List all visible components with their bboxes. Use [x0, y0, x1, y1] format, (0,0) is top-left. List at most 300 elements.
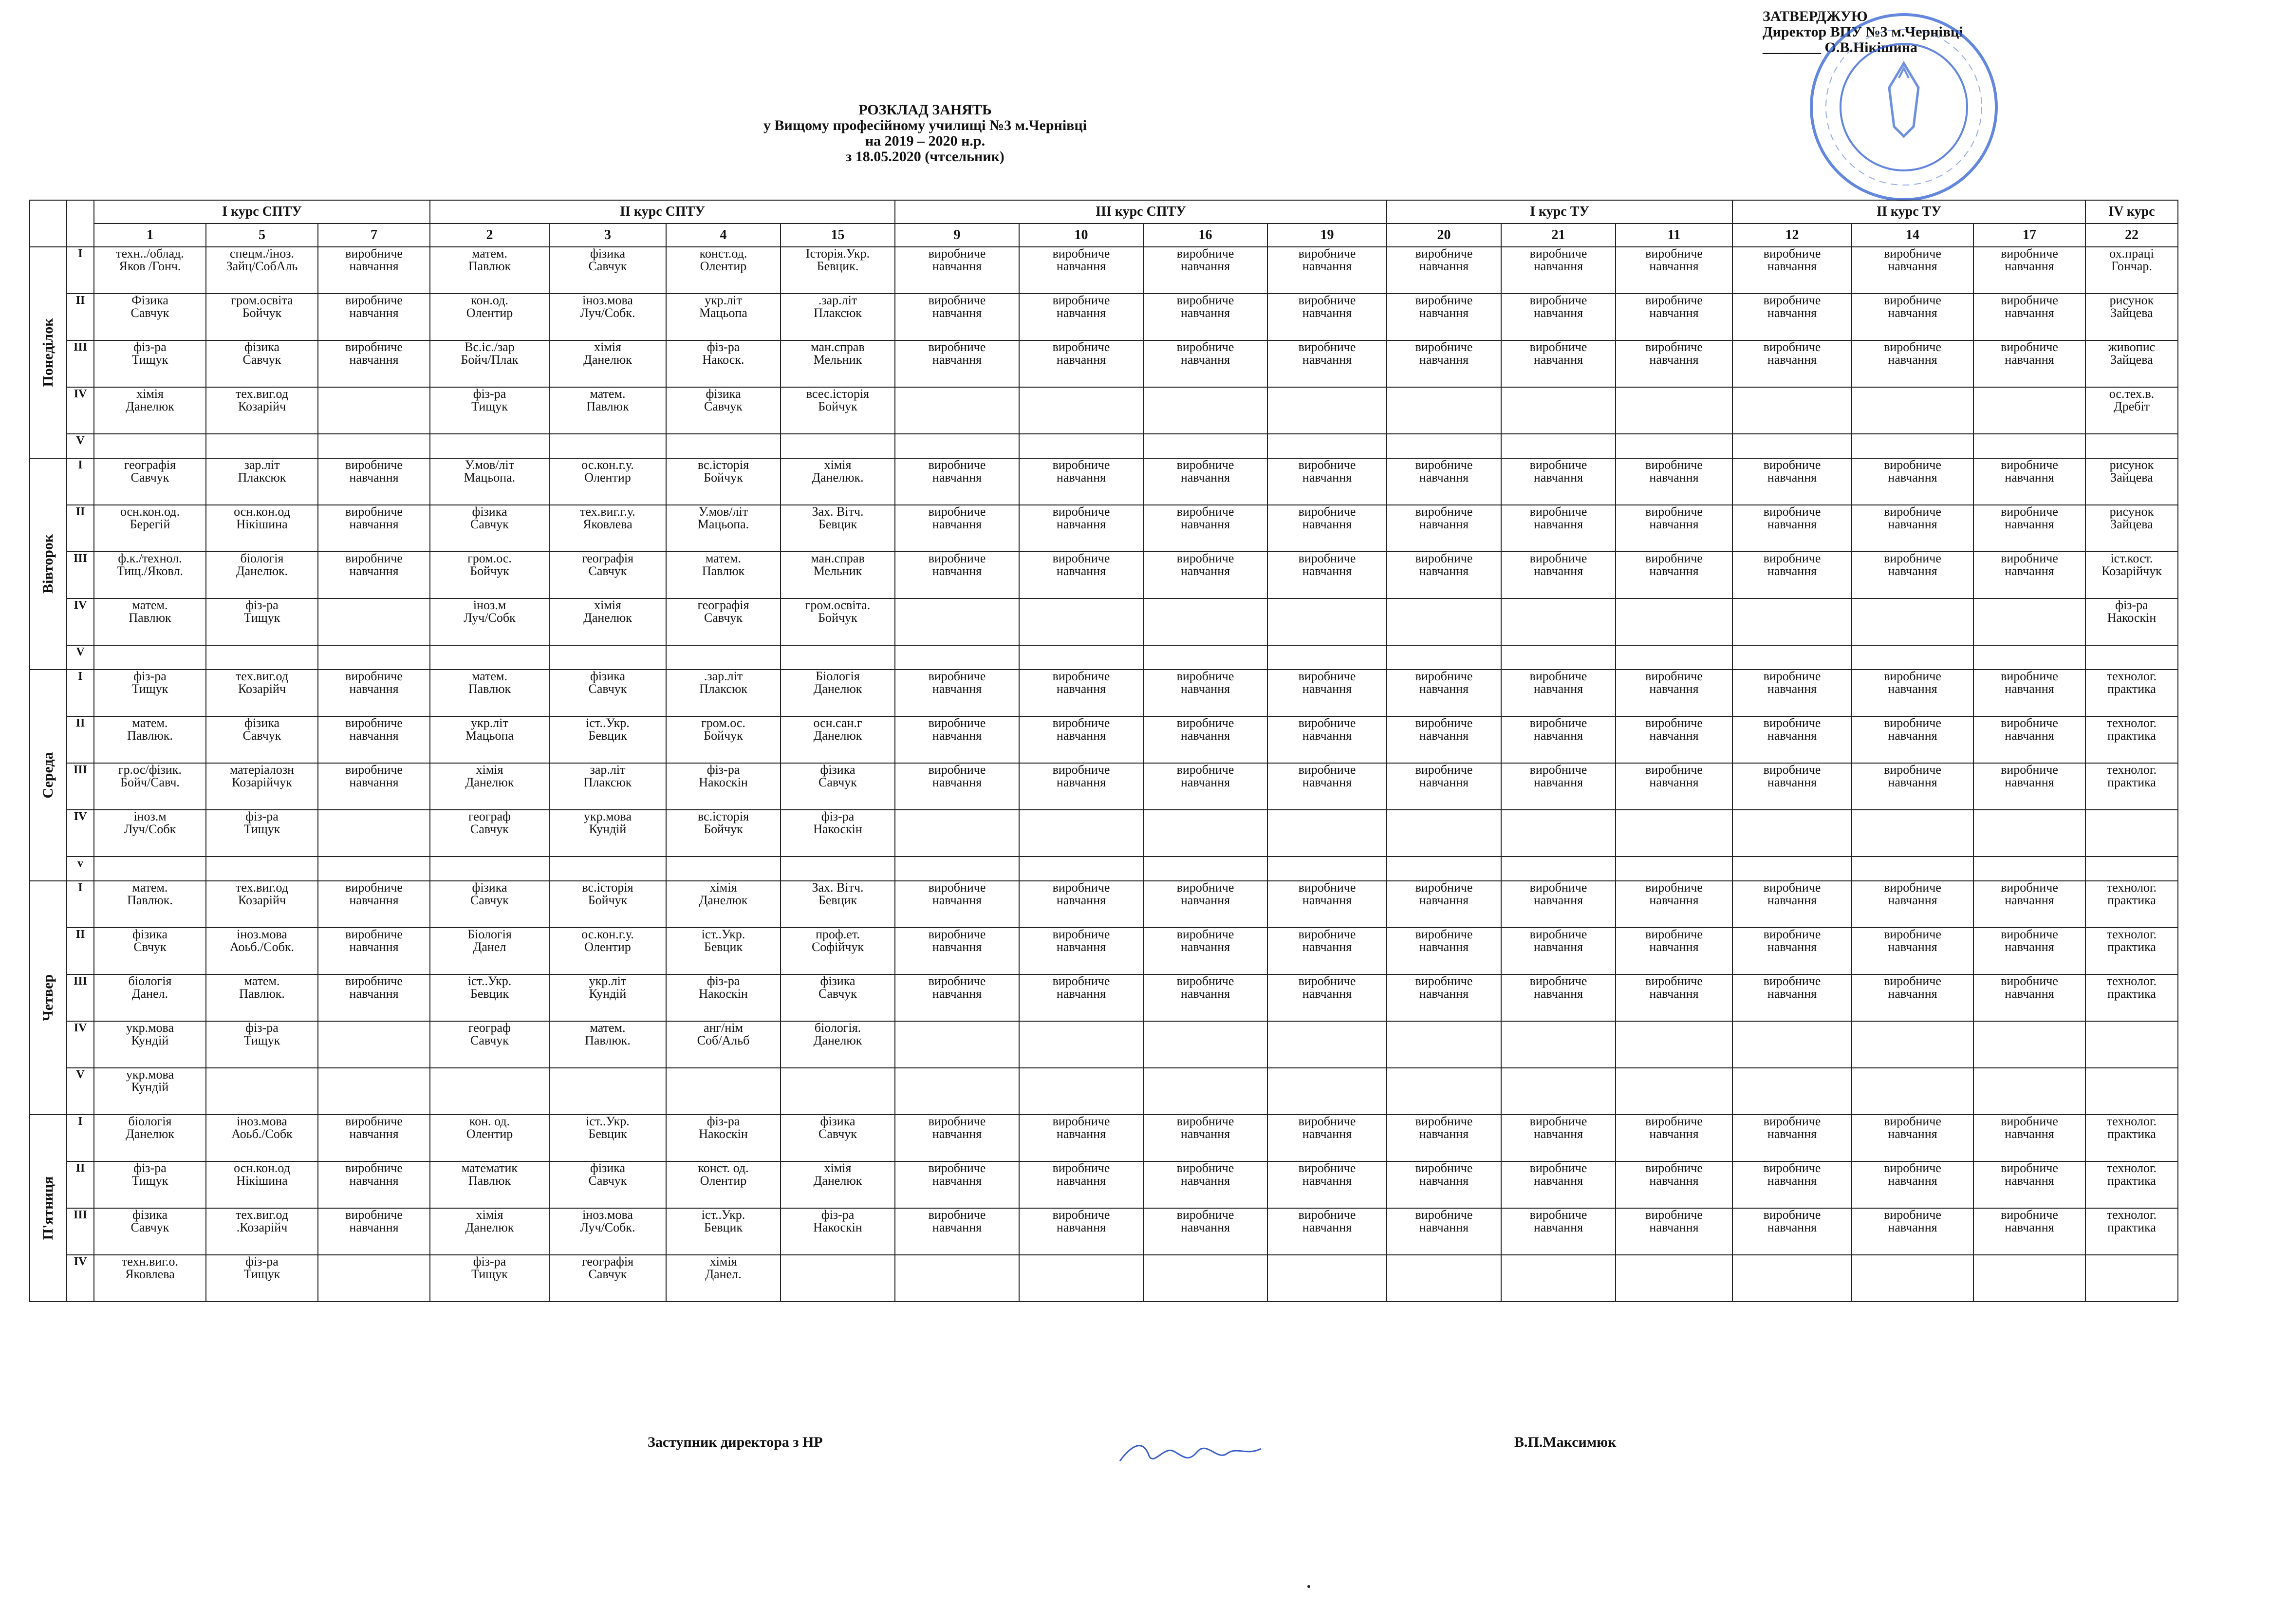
lesson-text: виробниче навчання	[1645, 974, 1703, 1001]
lesson-cell	[1732, 1021, 1852, 1068]
lesson-cell	[666, 810, 781, 857]
lesson-text: виробниче навчання	[1884, 670, 1941, 696]
lesson-cell	[1019, 1021, 1143, 1068]
lesson-cell	[1852, 598, 1973, 645]
lesson-cell	[94, 340, 206, 387]
lesson-cell	[94, 974, 206, 1021]
lesson-cell	[1267, 340, 1387, 387]
lesson-cell	[206, 340, 318, 387]
lesson-cell	[206, 458, 318, 505]
lesson-cell	[430, 857, 549, 881]
lesson-cell	[781, 881, 895, 928]
lesson-cell	[206, 763, 318, 810]
lesson-cell	[549, 1021, 666, 1068]
lesson-cell	[206, 1255, 318, 1302]
lesson-cell	[1973, 716, 2085, 763]
lesson-text: гром.ос. Бойчук	[467, 552, 512, 578]
lesson-text: виробниче навчання	[1176, 1208, 1234, 1234]
lesson-cell	[94, 598, 206, 645]
lesson-text: Біологія Данел	[467, 928, 512, 954]
course-header: ІІІ курс СПТУ	[895, 200, 1387, 224]
lesson-cell	[1387, 645, 1501, 670]
lesson-text: виробниче навчання	[1529, 1161, 1587, 1188]
period-number: ІV	[67, 810, 94, 857]
lesson-cell	[1387, 505, 1501, 552]
lesson-text: виробниче навчання	[1176, 974, 1234, 1001]
lesson-cell	[1732, 1068, 1852, 1115]
lesson-cell	[895, 1208, 1019, 1255]
lesson-cell	[2085, 247, 2178, 294]
lesson-cell	[781, 247, 895, 294]
lesson-cell	[1019, 974, 1143, 1021]
lesson-cell	[430, 458, 549, 505]
lesson-cell	[1267, 387, 1387, 434]
lesson-cell	[430, 1161, 549, 1208]
lesson-row	[30, 1161, 2178, 1208]
lesson-cell	[2085, 294, 2178, 340]
lesson-text: виробниче навчання	[1052, 1208, 1110, 1234]
lesson-text: кон.од. Олентир	[466, 294, 513, 320]
lesson-text: виробниче навчання	[1645, 247, 1703, 273]
lesson-text: зар.літ Плаксюк	[583, 763, 632, 789]
lesson-text: виробниче навчання	[1529, 763, 1587, 789]
lesson-text: іст..Укр. Бевцик	[586, 1115, 630, 1141]
lesson-text: тех.виг.од Козарійч	[236, 670, 288, 696]
lesson-cell	[1143, 1161, 1267, 1208]
lesson-text: виробниче навчання	[1645, 458, 1703, 485]
lesson-text: фіз-ра Тищук	[131, 670, 168, 696]
lesson-text: виробниче навчання	[928, 294, 986, 320]
lesson-text: іноз.мова Аоьб./Собк	[231, 1115, 293, 1141]
lesson-text: виробниче навчання	[1176, 294, 1234, 320]
official-stamp-icon	[1802, 5, 2006, 209]
lesson-cell	[1616, 1208, 1732, 1255]
lesson-text: іноз.м Луч/Собк	[124, 810, 176, 836]
lesson-cell	[1387, 810, 1501, 857]
lesson-text: фіз-ра Тищук	[131, 340, 168, 367]
lesson-text: виробниче навчання	[1645, 1161, 1703, 1188]
lesson-text: виробниче навчання	[1645, 716, 1703, 743]
lesson-cell	[1616, 1021, 1732, 1068]
lesson-cell	[318, 505, 430, 552]
lesson-text: виробниче навчання	[345, 881, 403, 907]
lesson-row	[30, 387, 2178, 434]
lesson-text: хімія Данелюк	[465, 763, 514, 789]
day-cell	[30, 670, 67, 881]
lesson-cell	[430, 1115, 549, 1161]
lesson-cell	[94, 1068, 206, 1115]
lesson-cell	[1143, 1208, 1267, 1255]
lesson-cell	[1019, 552, 1143, 598]
lesson-cell	[318, 598, 430, 645]
lesson-text: іноз.м Луч/Собк	[464, 598, 516, 625]
lesson-cell	[1616, 645, 1732, 670]
lesson-cell	[1732, 716, 1852, 763]
lesson-cell	[94, 716, 206, 763]
period-number: ІІ	[67, 294, 94, 340]
lesson-text: фізика Савчук	[470, 881, 509, 907]
lesson-cell	[895, 340, 1019, 387]
lesson-cell	[781, 857, 895, 881]
lesson-cell	[666, 670, 781, 716]
lesson-cell	[666, 1068, 781, 1115]
lesson-cell	[318, 810, 430, 857]
lesson-cell	[895, 1161, 1019, 1208]
group-number: 14	[1852, 224, 1973, 247]
lesson-text: виробниче навчання	[1415, 1115, 1473, 1141]
lesson-cell	[1616, 340, 1732, 387]
lesson-cell	[549, 1255, 666, 1302]
lesson-cell	[1143, 247, 1267, 294]
lesson-cell	[1732, 1161, 1852, 1208]
lesson-text: У.мов/літ Мацьопа.	[697, 505, 749, 531]
lesson-cell	[94, 1115, 206, 1161]
period-number: І	[67, 670, 94, 716]
lesson-cell	[430, 434, 549, 458]
lesson-cell	[1387, 434, 1501, 458]
lesson-text: математик Павлюк	[461, 1161, 518, 1188]
lesson-text: виробниче навчання	[1052, 1161, 1110, 1188]
lesson-cell	[206, 434, 318, 458]
lesson-text: виробниче навчання	[1298, 458, 1356, 485]
lesson-text: зар.літ Плаксюк	[238, 458, 286, 485]
lesson-cell	[1267, 881, 1387, 928]
lesson-cell	[1973, 1255, 2085, 1302]
lesson-cell	[206, 598, 318, 645]
lesson-text: виробниче навчання	[345, 974, 403, 1001]
group-number: 4	[666, 224, 781, 247]
lesson-cell	[666, 1115, 781, 1161]
lesson-text: виробниче навчання	[1176, 505, 1234, 531]
lesson-cell	[1387, 340, 1501, 387]
lesson-cell	[1387, 1255, 1501, 1302]
lesson-text: виробниче навчання	[1645, 294, 1703, 320]
lesson-text: фіз-ра Накоскін	[699, 1115, 748, 1141]
lesson-cell	[781, 763, 895, 810]
lesson-cell	[549, 387, 666, 434]
lesson-text: виробниче навчання	[1052, 763, 1110, 789]
lesson-text: виробниче навчання	[345, 294, 403, 320]
lesson-cell	[1973, 1161, 2085, 1208]
course-header: І курс ТУ	[1387, 200, 1732, 224]
lesson-cell	[1616, 247, 1732, 294]
lesson-text: виробниче навчання	[1884, 881, 1941, 907]
lesson-cell	[549, 294, 666, 340]
lesson-cell	[666, 881, 781, 928]
lesson-text: виробниче навчання	[2001, 340, 2058, 367]
title-line1: РОЗКЛАД ЗАНЯТЬ	[858, 102, 992, 118]
lesson-text: технолог. практика	[2106, 1115, 2157, 1141]
document-title	[609, 102, 1242, 165]
lesson-cell	[666, 1255, 781, 1302]
period-number: І	[67, 247, 94, 294]
lesson-cell	[549, 716, 666, 763]
lesson-text: виробниче навчання	[1529, 670, 1587, 696]
lesson-text: фізика Савчук	[242, 340, 281, 367]
lesson-text: виробниче навчання	[1884, 1161, 1941, 1188]
lesson-text: виробниче навчання	[1763, 505, 1821, 531]
lesson-cell	[895, 716, 1019, 763]
lesson-cell	[94, 1208, 206, 1255]
lesson-cell	[206, 857, 318, 881]
lesson-cell	[1732, 974, 1852, 1021]
lesson-text: виробниче навчання	[928, 1208, 986, 1234]
lesson-cell	[549, 434, 666, 458]
lesson-cell	[895, 857, 1019, 881]
period-number: ІV	[67, 598, 94, 645]
lesson-text: виробниче навчання	[1298, 1161, 1356, 1188]
lesson-cell	[1852, 763, 1973, 810]
lesson-cell	[1501, 505, 1616, 552]
lesson-text: тех.виг.од Козарійч	[236, 387, 288, 413]
lesson-text: виробниче навчання	[1176, 670, 1234, 696]
lesson-cell	[1973, 881, 2085, 928]
lesson-text: ос.кон.г.у. Олентир	[581, 928, 634, 954]
lesson-text: виробниче навчання	[1052, 716, 1110, 743]
day-cell	[30, 458, 67, 670]
period-number: ІІІ	[67, 763, 94, 810]
lesson-row	[30, 763, 2178, 810]
lesson-text: виробниче навчання	[345, 552, 403, 578]
lesson-text: виробниче навчання	[1176, 1115, 1234, 1141]
lesson-cell	[549, 1208, 666, 1255]
lesson-cell	[1732, 928, 1852, 974]
lesson-cell	[318, 1161, 430, 1208]
lesson-cell	[1019, 340, 1143, 387]
lesson-cell	[1267, 1021, 1387, 1068]
lesson-cell	[94, 387, 206, 434]
lesson-cell	[430, 810, 549, 857]
lesson-cell	[781, 1161, 895, 1208]
lesson-cell	[1387, 598, 1501, 645]
lesson-cell	[94, 294, 206, 340]
lesson-cell	[1501, 1161, 1616, 1208]
lesson-cell	[430, 1068, 549, 1115]
lesson-text: технолог. практика	[2106, 974, 2157, 1001]
lesson-text: виробниче навчання	[1298, 1115, 1356, 1141]
lesson-text: виробниче навчання	[1052, 294, 1110, 320]
group-number: 10	[1019, 224, 1143, 247]
title-line3: на 2019 – 2020 н.р.	[865, 133, 985, 149]
lesson-text: тех.виг.од Козарійч	[236, 881, 288, 907]
lesson-cell	[1852, 1068, 1973, 1115]
lesson-cell	[1267, 716, 1387, 763]
lesson-text: хімія Данелюк	[126, 387, 174, 413]
lesson-cell	[1732, 458, 1852, 505]
lesson-text: виробниче навчання	[1884, 247, 1941, 273]
lesson-text: Фізика Савчук	[130, 294, 169, 320]
lesson-cell	[1143, 763, 1267, 810]
lesson-cell	[781, 670, 895, 716]
course-header: І курс СПТУ	[94, 200, 430, 224]
lesson-cell	[1616, 716, 1732, 763]
lesson-cell	[1732, 1115, 1852, 1161]
lesson-cell	[94, 881, 206, 928]
lesson-cell	[1019, 810, 1143, 857]
lesson-cell	[1143, 1068, 1267, 1115]
lesson-cell	[666, 247, 781, 294]
lesson-text: укр.літ Мацьопа	[699, 294, 747, 320]
lesson-text: матеріалозн Козарійчук	[229, 763, 295, 789]
lesson-cell	[549, 763, 666, 810]
lesson-cell	[895, 505, 1019, 552]
period-number: v	[67, 857, 94, 881]
lesson-cell	[2085, 881, 2178, 928]
lesson-cell	[1501, 670, 1616, 716]
lesson-cell	[318, 247, 430, 294]
period-number: V	[67, 434, 94, 458]
lesson-cell	[895, 928, 1019, 974]
lesson-cell	[1852, 1161, 1973, 1208]
group-number: 2	[430, 224, 549, 247]
lesson-cell	[1616, 1255, 1732, 1302]
lesson-cell	[430, 645, 549, 670]
lesson-cell	[666, 928, 781, 974]
lesson-cell	[895, 1115, 1019, 1161]
lesson-cell	[1501, 340, 1616, 387]
lesson-cell	[666, 645, 781, 670]
lesson-cell	[1501, 645, 1616, 670]
lesson-text: осн.сан.г Данелюк	[813, 716, 862, 743]
lesson-text: виробниче навчання	[1176, 881, 1234, 907]
lesson-cell	[1143, 670, 1267, 716]
lesson-cell	[1143, 1255, 1267, 1302]
lesson-text: виробниче навчання	[1176, 552, 1234, 578]
lesson-cell	[1267, 645, 1387, 670]
lesson-text: виробниче навчання	[1415, 294, 1473, 320]
lesson-cell	[781, 434, 895, 458]
lesson-cell	[1501, 294, 1616, 340]
lesson-text: вс.історія Бойчук	[697, 458, 749, 485]
lesson-cell	[1501, 434, 1616, 458]
lesson-cell	[895, 670, 1019, 716]
lesson-text: географ Савчук	[468, 1021, 511, 1047]
lesson-text: фізика Савчук	[818, 1115, 857, 1141]
lesson-text: виробниче навчання	[1645, 1208, 1703, 1234]
lesson-cell	[1732, 340, 1852, 387]
period-number: V	[67, 1068, 94, 1115]
lesson-cell	[2085, 810, 2178, 857]
lesson-text: виробниче навчання	[1176, 763, 1234, 789]
lesson-text: живопис Зайцева	[2108, 340, 2156, 367]
lesson-cell	[1501, 763, 1616, 810]
lesson-cell	[1616, 1161, 1732, 1208]
lesson-cell	[666, 857, 781, 881]
lesson-text: виробниче навчання	[928, 247, 986, 273]
lesson-cell	[1267, 505, 1387, 552]
lesson-cell	[1267, 1115, 1387, 1161]
lesson-cell	[1019, 294, 1143, 340]
lesson-text: виробниче навчання	[1763, 1208, 1821, 1234]
lesson-cell	[206, 387, 318, 434]
lesson-cell	[1852, 340, 1973, 387]
lesson-text: виробниче навчання	[1298, 763, 1356, 789]
lesson-text: виробниче навчання	[1645, 1115, 1703, 1141]
lesson-text: укр.мова Кундій	[126, 1021, 174, 1047]
lesson-cell	[1616, 881, 1732, 928]
lesson-cell	[94, 1161, 206, 1208]
lesson-text: виробниче навчання	[1884, 974, 1941, 1001]
lesson-cell	[1501, 1255, 1616, 1302]
lesson-cell	[1973, 247, 2085, 294]
lesson-text: виробниче навчання	[1529, 340, 1587, 367]
signature-icon	[1115, 1437, 1271, 1471]
lesson-cell	[2085, 1208, 2178, 1255]
lesson-cell	[1501, 458, 1616, 505]
lesson-text: виробниче навчання	[928, 763, 986, 789]
group-header-row	[30, 224, 2178, 247]
lesson-text: виробниче навчання	[345, 670, 403, 696]
lesson-text: виробниче навчання	[1052, 247, 1110, 273]
lesson-cell	[206, 1208, 318, 1255]
lesson-cell	[1019, 857, 1143, 881]
lesson-cell	[781, 598, 895, 645]
lesson-text: Біологія Данелюк	[813, 670, 862, 696]
lesson-cell	[1267, 857, 1387, 881]
lesson-cell	[206, 1161, 318, 1208]
lesson-cell	[1852, 857, 1973, 881]
lesson-cell	[1143, 340, 1267, 387]
lesson-text: виробниче навчання	[2001, 763, 2058, 789]
lesson-text: вс.історія Бойчук	[582, 881, 633, 907]
lesson-row	[30, 881, 2178, 928]
lesson-cell	[94, 857, 206, 881]
lesson-cell	[549, 645, 666, 670]
lesson-cell	[1387, 716, 1501, 763]
lesson-text: виробниче навчання	[1052, 552, 1110, 578]
lesson-cell	[1852, 458, 1973, 505]
lesson-text: виробниче навчання	[928, 340, 986, 367]
lesson-cell	[1732, 1255, 1852, 1302]
lesson-cell	[781, 1208, 895, 1255]
lesson-text: виробниче навчання	[1298, 247, 1356, 273]
lesson-text: виробниче навчання	[1052, 974, 1110, 1001]
lesson-text: техн.виг.о. Яковлева	[122, 1255, 178, 1281]
lesson-text: У.мов/літ Мацьопа.	[464, 458, 516, 485]
lesson-cell	[1732, 763, 1852, 810]
lesson-text: виробниче навчання	[928, 928, 986, 954]
period-number: І	[67, 1115, 94, 1161]
course-header: ІІ курс ТУ	[1732, 200, 2085, 224]
lesson-cell	[549, 670, 666, 716]
lesson-text: технолог. практика	[2106, 716, 2157, 743]
lesson-text: гром.освіта Бойчук	[231, 294, 293, 320]
lesson-cell	[1732, 247, 1852, 294]
lesson-cell	[1852, 387, 1973, 434]
lesson-text: географія Савчук	[697, 598, 749, 625]
lesson-cell	[549, 974, 666, 1021]
lesson-cell	[1616, 552, 1732, 598]
lesson-text: ман.справ Мельник	[811, 552, 865, 578]
lesson-text: технолог. практика	[2106, 1161, 2157, 1188]
lesson-text: іст..Укр. Бевцик	[586, 716, 630, 743]
lesson-text: рисунок Зайцева	[2109, 505, 2154, 531]
lesson-cell	[206, 552, 318, 598]
day-cell	[30, 881, 67, 1115]
lesson-text: виробниче навчання	[345, 716, 403, 743]
period-number: ІІІ	[67, 1208, 94, 1255]
lesson-cell	[1143, 1115, 1267, 1161]
lesson-cell	[1852, 434, 1973, 458]
lesson-cell	[206, 716, 318, 763]
lesson-text: Історія.Укр. Бевцик.	[805, 247, 870, 273]
lesson-cell	[206, 1115, 318, 1161]
lesson-text: виробниче навчання	[1415, 458, 1473, 485]
lesson-cell	[1852, 881, 1973, 928]
lesson-cell	[1143, 387, 1267, 434]
lesson-cell	[1387, 1021, 1501, 1068]
lesson-cell	[1852, 1021, 1973, 1068]
